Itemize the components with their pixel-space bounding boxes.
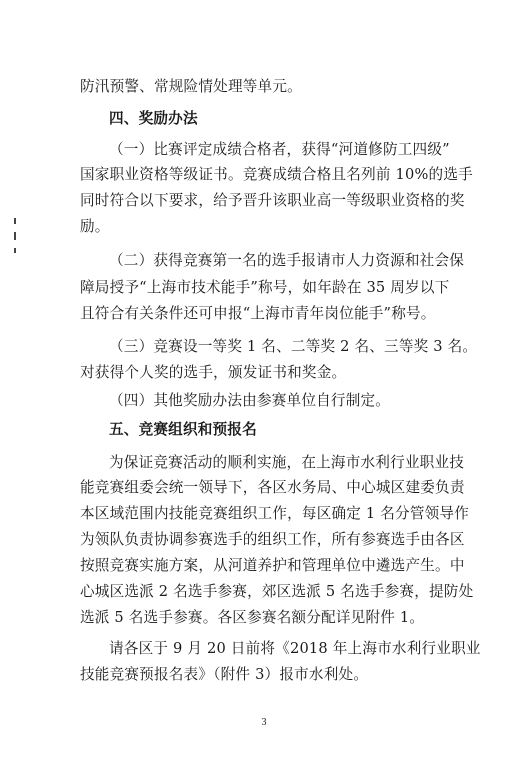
body-line: （三）竞赛设一等奖 1 名、二等奖 2 名、三等奖 3 名。: [109, 338, 478, 355]
body-line: 为保证竞赛活动的顺利实施，在上海市水利行业职业技: [109, 454, 465, 471]
binding-mark: [14, 248, 16, 253]
body-line: 对获得个人奖的选手，颁发证书和奖金。: [80, 364, 347, 381]
body-line: （二）获得竞赛第一名的选手报请市人力资源和社会保: [109, 252, 465, 269]
body-line: 按照竞赛实施方案，从河道养护和管理单位中遴选产生。中: [80, 557, 465, 574]
section-heading-awards: 四、奖励办法: [109, 110, 198, 127]
page-number: 3: [261, 717, 267, 728]
body-line: 心城区选派 2 名选手参赛，郊区选派 5 名选手参赛，提防处: [80, 583, 474, 600]
binding-mark: [14, 218, 16, 224]
body-line: 且符合有关条件还可申报“上海市青年岗位能手”称号。: [80, 305, 436, 322]
body-line: 励。: [80, 218, 110, 235]
body-line: 选派 5 名选手参赛。各区参赛名额分配详见附件 1。: [80, 609, 425, 626]
body-line: （四）其他奖励办法由参赛单位自行制定。: [109, 392, 391, 409]
body-line: 障局授予“上海市技术能手”称号，如年龄在 35 周岁以下: [80, 279, 450, 296]
body-line: 防汛预警、常规险情处理等单元。: [80, 78, 302, 95]
section-heading-organization: 五、竞赛组织和预报名: [109, 421, 257, 438]
body-line: 请各区于 9 月 20 日前将《2018 年上海市水利行业职业: [109, 640, 481, 657]
binding-mark: [14, 232, 16, 240]
body-line: 能竞赛组委会统一领导下，各区水务局、中心城区建委负责: [80, 479, 465, 496]
body-line: 国家职业资格等级证书。竞赛成绩合格且名列前 10%的选手: [80, 166, 473, 183]
body-line: 同时符合以下要求，给予晋升该职业高一等级职业资格的奖: [80, 192, 465, 209]
body-line: 本区域范围内技能竞赛组织工作，每区确定 1 名分管领导作: [80, 505, 470, 522]
body-line: （一）比赛评定成绩合格者，获得“河道修防工四级”: [109, 141, 450, 158]
body-line: 技能竞赛预报名表》（附件 3）报市水利处。: [80, 666, 369, 683]
body-line: 为领队负责协调参赛选手的组织工作，所有参赛选手由各区: [80, 531, 465, 548]
